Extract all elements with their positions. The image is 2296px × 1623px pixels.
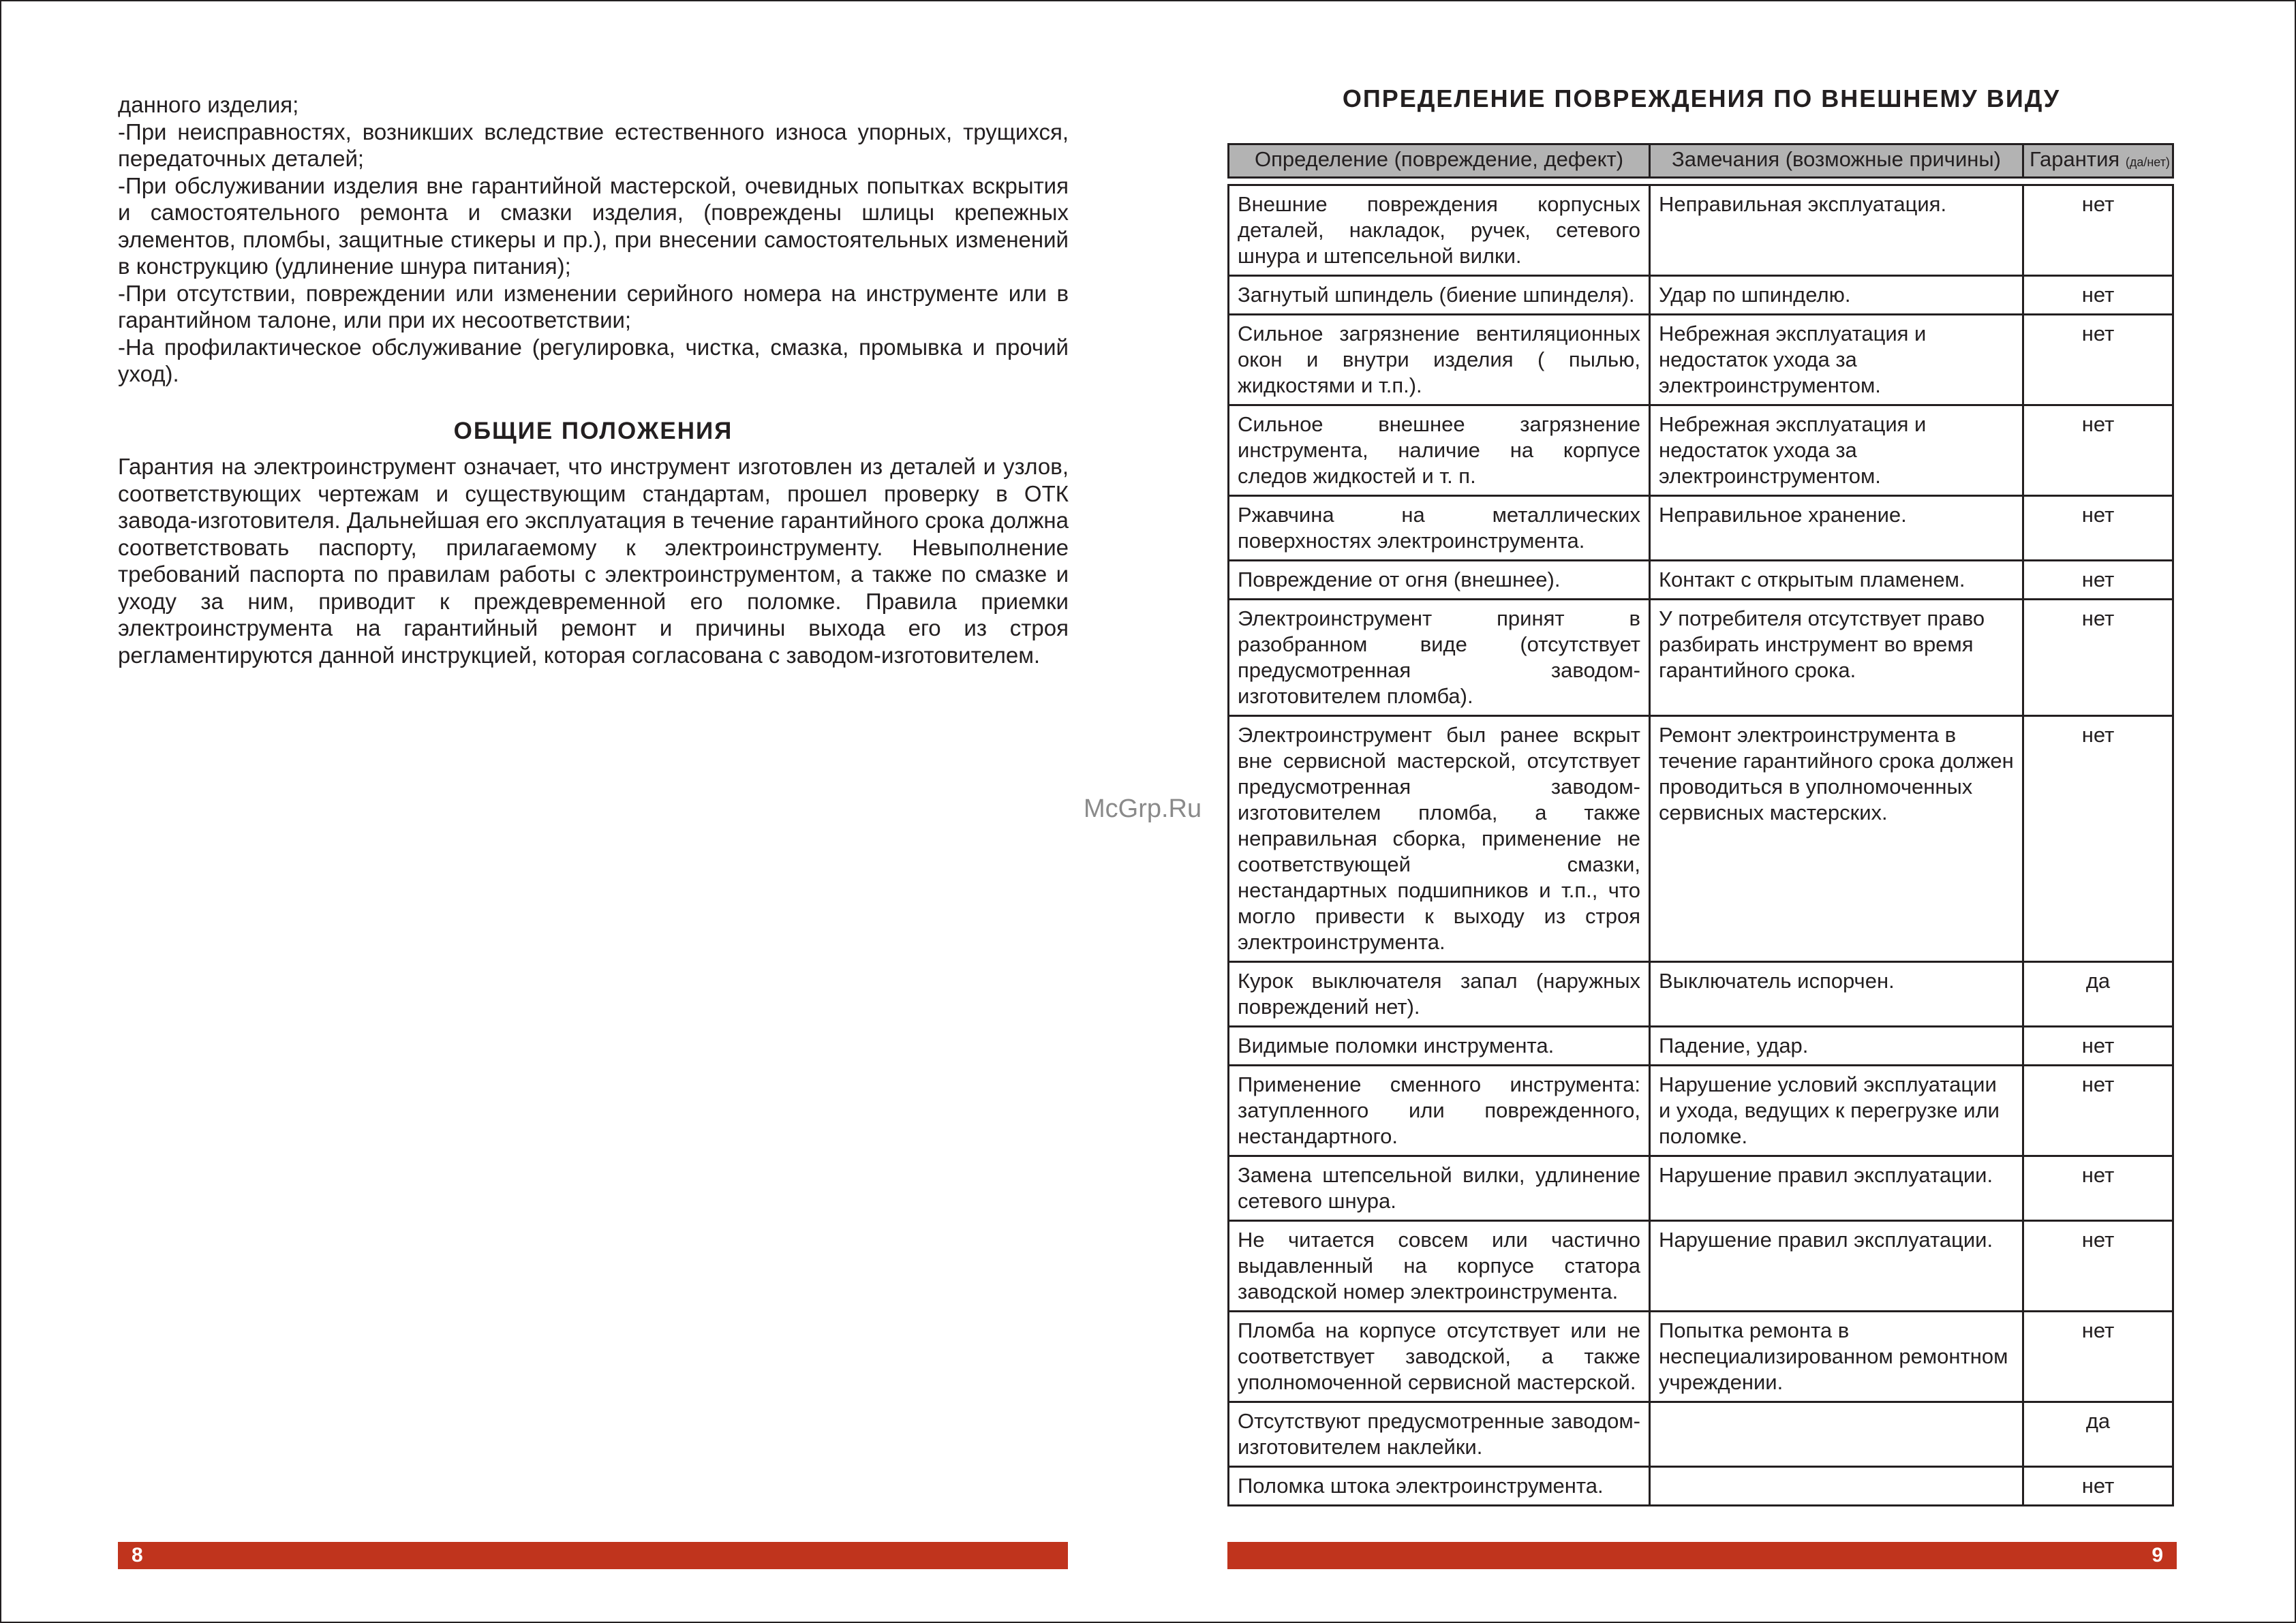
- warranty-cell: нет: [2023, 1027, 2173, 1066]
- watermark: McGrp.Ru: [1084, 794, 1202, 823]
- cause-cell: Ремонт электроинструмента в течение гарантийного срока должен проводиться в уполномоченных сервисных мастерских.: [1650, 716, 2023, 962]
- header-warranty: [2023, 144, 2173, 178]
- warranty-cell: нет: [2023, 1066, 2173, 1156]
- defect-cell: Отсутствуют предусмотренные заводом-изготовителем наклейки.: [1229, 1402, 1650, 1467]
- warranty-cell: нет: [2023, 1312, 2173, 1402]
- cause-cell: [1650, 1467, 2023, 1506]
- table-row: [1229, 1156, 2173, 1221]
- paragraph: -При обслуживании изделия вне гарантийной мастерской, очевидных попытках вскрытия и самостоятельного ремонта и смазки изделия, (повреждены шлицы крепежных элементов, пломбы, защитные стикеры и пр.), при внесении самостоятельных изменений в конструкцию (удлинение шнура питания);: [118, 172, 1069, 279]
- left-page-text: [118, 91, 1069, 388]
- header-warranty-label: Гарантия: [2030, 147, 2120, 171]
- warranty-cell: нет: [2023, 276, 2173, 315]
- cause-cell: Падение, удар.: [1650, 1027, 2023, 1066]
- paragraph: -При неисправностях, возникших вследствие естественного износа упорных, трущихся, передаточных деталей;: [118, 119, 1069, 171]
- paragraph: -На профилактическое обслуживание (регулировка, чистка, смазка, промывка и прочий уход).: [118, 334, 1069, 386]
- spacer-row: [1229, 178, 2173, 185]
- table-row: [1229, 185, 2173, 276]
- warranty-cell: нет: [2023, 405, 2173, 496]
- table-row: [1229, 600, 2173, 716]
- table-row: [1229, 1402, 2173, 1467]
- cause-cell: Контакт с открытым пламенем.: [1650, 561, 2023, 600]
- cause-cell: Попытка ремонта в неспециализированном ремонтном учреждении.: [1650, 1312, 2023, 1402]
- defect-cell: Внешние повреждения корпусных деталей, накладок, ручек, сетевого шнура и штепсельной вилки.: [1229, 185, 1650, 276]
- cause-cell: Неправильное хранение.: [1650, 496, 2023, 561]
- table-row: [1229, 405, 2173, 496]
- cause-cell: Выключатель испорчен.: [1650, 962, 2023, 1027]
- defect-cell: Применение сменного инструмента: затупленного или поврежденного, нестандартного.: [1229, 1066, 1650, 1156]
- page-number-left: 8: [132, 1544, 143, 1566]
- cause-cell: Нарушение условий эксплуатации и ухода, ведущих к перегрузке или поломке.: [1650, 1066, 2023, 1156]
- table-row: [1229, 1312, 2173, 1402]
- cause-cell: Удар по шпинделю.: [1650, 276, 2023, 315]
- warranty-cell: нет: [2023, 1156, 2173, 1221]
- defect-cell: Загнутый шпиндель (биение шпинделя).: [1229, 276, 1650, 315]
- warranty-cell: нет: [2023, 561, 2173, 600]
- warranty-cell: нет: [2023, 1221, 2173, 1312]
- table-row: [1229, 1027, 2173, 1066]
- warranty-cell: да: [2023, 1402, 2173, 1467]
- table-title: ОПРЕДЕЛЕНИЕ ПОВРЕЖДЕНИЯ ПО ВНЕШНЕМУ ВИДУ: [1342, 84, 2061, 112]
- defect-cell: Курок выключателя запал (наружных повреждений нет).: [1229, 962, 1650, 1027]
- table-row: [1229, 962, 2173, 1027]
- header-cause: Замечания (возможные причины): [1650, 144, 2023, 178]
- warranty-cell: да: [2023, 962, 2173, 1027]
- cause-cell: У потребителя отсутствует право разбирать инструмент во время гарантийного срока.: [1650, 600, 2023, 716]
- defect-cell: Электроинструмент был ранее вскрыт вне сервисной мастерской, отсутствует предусмотренная заводом-изготовителем пломба, а также неправильная сборка, применение не соответствующей смазки, нестандартных подшипников и т.п., что могло привести к выходу из строя электроинструмента.: [1229, 716, 1650, 962]
- table-row: [1229, 561, 2173, 600]
- defect-cell: Поломка штока электроинструмента.: [1229, 1467, 1650, 1506]
- table-row: [1229, 315, 2173, 405]
- cause-cell: Неправильная эксплуатация.: [1650, 185, 2023, 276]
- section-title: ОБЩИЕ ПОЛОЖЕНИЯ: [453, 418, 733, 444]
- header-defect: Определение (повреждение, дефект): [1229, 144, 1650, 178]
- defect-cell: Сильное загрязнение вентиляционных окон и внутри изделия ( пылью, жидкостями и т.п.).: [1229, 315, 1650, 405]
- defect-cell: Повреждение от огня (внешнее).: [1229, 561, 1650, 600]
- defect-cell: Пломба на корпусе отсутствует или не соответствует заводской, а также уполномоченной сервисной мастерской.: [1229, 1312, 1650, 1402]
- cause-cell: [1650, 1402, 2023, 1467]
- table-row: [1229, 1467, 2173, 1506]
- warranty-cell: нет: [2023, 185, 2173, 276]
- page-number-right: 9: [2152, 1544, 2163, 1566]
- warranty-cell: нет: [2023, 716, 2173, 962]
- cause-cell: Небрежная эксплуатация и недостаток ухода за электроинструментом.: [1650, 405, 2023, 496]
- table-row: [1229, 716, 2173, 962]
- table-row: [1229, 1221, 2173, 1312]
- warranty-cell: нет: [2023, 1467, 2173, 1506]
- footer-bar-left: [118, 1542, 1068, 1569]
- footer-bar-right: [1227, 1542, 2177, 1569]
- defect-cell: Замена штепсельной вилки, удлинение сетевого шнура.: [1229, 1156, 1650, 1221]
- warranty-cell: нет: [2023, 600, 2173, 716]
- cause-cell: Нарушение правил эксплуатации.: [1650, 1221, 2023, 1312]
- defect-cell: Сильное внешнее загрязнение инструмента, наличие на корпусе следов жидкостей и т. п.: [1229, 405, 1650, 496]
- damage-table: [1227, 143, 2174, 1506]
- table-header-row: [1229, 144, 2173, 178]
- header-warranty-small: (да/нет): [2125, 155, 2170, 169]
- defect-cell: Видимые поломки инструмента.: [1229, 1027, 1650, 1066]
- defect-cell: Не читается совсем или частично выдавленный на корпусе статора заводской номер электроинструмента.: [1229, 1221, 1650, 1312]
- paragraph: данного изделия;: [118, 92, 299, 117]
- table-row: [1229, 276, 2173, 315]
- cause-cell: Нарушение правил эксплуатации.: [1650, 1156, 2023, 1221]
- warranty-cell: нет: [2023, 315, 2173, 405]
- warranty-cell: нет: [2023, 496, 2173, 561]
- defect-cell: Электроинструмент принят в разобранном виде (отсутствует предусмотренная заводом-изготовителем пломба).: [1229, 600, 1650, 716]
- cause-cell: Небрежная эксплуатация и недостаток ухода за электроинструментом.: [1650, 315, 2023, 405]
- section-text: Гарантия на электроинструмент означает, что инструмент изготовлен из деталей и узлов, соответствующих чертежам и существующим стандартам, прошел проверку в ОТК завода-изготовителя. Дальнейшая его эксплуатация в течение гарантийного срока должна соответствовать паспорту, прилагаемому к электроинструменту. Невыполнение требований паспорта по правилам работы с электроинструментом, а также по смазке и уходу за ним, приводит к преждевременной его поломке. Правила приемки электроинструмента на гарантийный ремонт и причины выхода его из строя регламентируются данной инструкцией, которая согласована с заводом-изготовителем.: [118, 454, 1069, 668]
- table-body: [1229, 178, 2173, 1506]
- paragraph: -При отсутствии, повреждении или изменении серийного номера на инструменте или в гарантийном талоне, или при их несоответствии;: [118, 280, 1069, 333]
- table-row: [1229, 1066, 2173, 1156]
- defect-cell: Ржавчина на металлических поверхностях электроинструмента.: [1229, 496, 1650, 561]
- table-row: [1229, 496, 2173, 561]
